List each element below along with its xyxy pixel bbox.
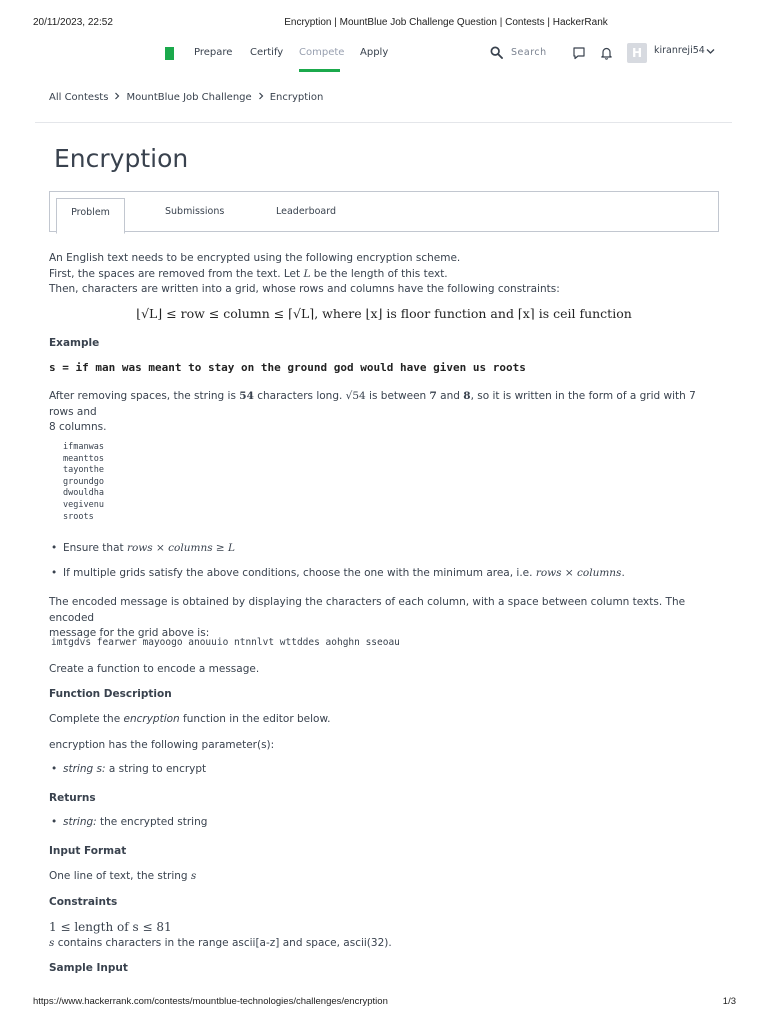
function-description-heading: Function Description <box>49 688 172 700</box>
grid-row: tayonthe <box>63 465 104 476</box>
search-input[interactable]: Search <box>511 47 547 58</box>
constraints-heading: Constraints <box>49 896 118 908</box>
tab-submissions[interactable]: Submissions <box>165 206 225 217</box>
nav-compete[interactable]: Compete <box>299 47 345 58</box>
grid-row: sroots <box>63 511 94 522</box>
breadcrumb <box>49 92 323 103</box>
create-function-text: Create a function to encode a message. <box>49 663 260 675</box>
input-format-text: One line of text, the string s <box>49 870 197 882</box>
sample-input-heading: Sample Input <box>49 962 128 974</box>
page-title: Encryption <box>54 144 189 173</box>
grid-row: groundgo <box>63 476 104 487</box>
nav-active-underline <box>299 69 340 72</box>
example-heading: Example <box>49 337 100 349</box>
top-nav <box>0 40 768 74</box>
nav-certify[interactable]: Certify <box>250 47 284 58</box>
chevron-down-icon[interactable] <box>706 48 715 55</box>
input-format-heading: Input Format <box>49 845 127 857</box>
print-header <box>0 17 768 31</box>
grid-row: dwouldha <box>63 488 104 499</box>
tab-leaderboard[interactable]: Leaderboard <box>276 206 337 217</box>
encoded-message: imtgdvs fearwer mayoogo anouuio ntnnlvt wttddes aohghn sseoau <box>51 637 400 648</box>
divider <box>35 122 732 123</box>
encoded-description: The encoded message is obtained by displaying the characters of each column, with a space between column texts. The encoded message for the grid above is: <box>49 596 686 639</box>
example-explanation: After removing spaces, the string is 54 characters long. √54 is between 7 and 8, so it is written in the form of a grid with 7 rows and 8 columns. <box>49 390 696 433</box>
print-footer <box>0 996 768 1010</box>
params-intro: encryption has the following parameter(s): <box>49 739 275 751</box>
hackerrank-logo[interactable] <box>165 47 174 60</box>
complete-function-text: Complete the encryption function in the editor below. <box>49 713 331 725</box>
constraint-length: 1 ≤ length of s ≤ 81 <box>49 920 172 934</box>
print-title: Encryption | MountBlue Job Challenge Question | Contests | HackerRank <box>284 17 608 28</box>
avatar[interactable]: H <box>627 43 647 63</box>
constraint-formula: ⌊√L⌋ ≤ row ≤ column ≤ ⌈√L⌉, where ⌊x⌋ is floor function and ⌈x⌉ is ceil function <box>136 306 632 321</box>
chat-icon[interactable] <box>572 46 586 60</box>
chevron-right-icon <box>258 92 264 100</box>
nav-prepare[interactable]: Prepare <box>194 47 233 58</box>
breadcrumb-current: Encryption <box>269 92 324 103</box>
search-icon[interactable] <box>490 46 503 59</box>
chevron-right-icon <box>114 92 120 100</box>
username[interactable]: kiranreji54 <box>654 45 705 56</box>
problem-intro: An English text needs to be encrypted using the following encryption scheme. First, the spaces are removed from the text. Let L be the length of this text. Then, characters are written into a grid, whose rows and columns have the following constraints: <box>49 252 560 295</box>
grid-row: ifmanwas <box>63 442 104 452</box>
print-page-number: 1/3 <box>722 996 736 1007</box>
breadcrumb-contest[interactable]: MountBlue Job Challenge <box>126 92 252 103</box>
bell-icon[interactable] <box>600 46 613 60</box>
tab-problem[interactable]: Problem <box>56 198 125 234</box>
returns-heading: Returns <box>49 792 96 804</box>
example-string: s = if man was meant to stay on the ground god would have given us roots <box>49 361 526 374</box>
grid-row: vegivenu <box>63 499 104 510</box>
tab-bar <box>49 191 719 232</box>
print-date: 20/11/2023, 22:52 <box>33 17 113 28</box>
grid-row: meanttos <box>63 453 104 464</box>
print-url: https://www.hackerrank.com/contests/mountblue-technologies/challenges/encryption <box>33 996 388 1007</box>
example-grid <box>63 442 104 523</box>
constraint-characters: s contains characters in the range ascii[a-z] and space, ascii(32). <box>49 937 392 949</box>
breadcrumb-all-contests[interactable]: All Contests <box>49 92 109 103</box>
nav-apply[interactable]: Apply <box>360 47 389 58</box>
